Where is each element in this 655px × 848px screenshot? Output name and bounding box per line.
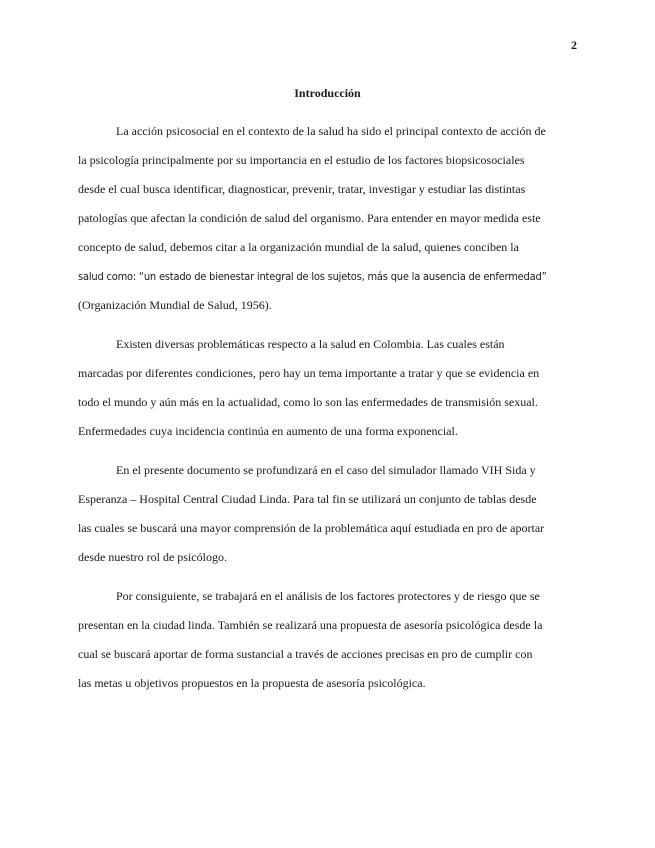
paragraph-line: cual se buscará aportar de forma sustancial a través de acciones precisas en pro de cumplir con xyxy=(78,647,533,661)
paragraph-line: La acción psicosocial en el contexto de la salud ha sido el principal contexto de acción de xyxy=(116,124,546,138)
paragraph-line: Enfermedades cuya incidencia continúa en aumento de una forma exponencial. xyxy=(78,424,458,438)
paragraph-line: presentan en la ciudad linda. También se realizará una propuesta de asesoría psicológica desde la xyxy=(78,618,543,632)
paragraph-line: las cuales se buscará una mayor comprensión de la problemática aquí estudiada en pro de aportar xyxy=(78,521,545,535)
paragraph-line: marcadas por diferentes condiciones, pero hay un tema importante a tratar y que se evidencia en xyxy=(78,366,540,380)
paragraph-line: todo el mundo y aún más en la actualidad, como lo son las enfermedades de transmisión sexual. xyxy=(78,395,538,409)
citation-line: (Organización Mundial de Salud, 1956). xyxy=(78,298,272,312)
section-title: Introducción xyxy=(294,86,361,100)
paragraph-line: concepto de salud, debemos citar a la organización mundial de la salud, quienes conciben la xyxy=(78,240,519,254)
paragraph-line: las metas u objetivos propuestos en la propuesta de asesoría psicológica. xyxy=(78,676,426,690)
paragraph-line: patologías que afectan la condición de salud del organismo. Para entender en mayor medida este xyxy=(78,211,541,225)
document-body xyxy=(78,117,580,708)
paragraph-2 xyxy=(78,330,580,446)
quote-line: salud como: “un estado de bienestar integral de los sujetos, más que la ausencia de enfermedad” xyxy=(78,270,547,283)
paragraph-line: Por consiguiente, se trabajará en el análisis de los factores protectores y de riesgo que se xyxy=(116,589,540,603)
paragraph-1 xyxy=(78,117,580,320)
paragraph-line: desde nuestro rol de psicólogo. xyxy=(78,550,227,564)
paragraph-line: En el presente documento se profundizará en el caso del simulador llamado VIH Sida y xyxy=(116,463,536,477)
paragraph-line: Esperanza – Hospital Central Ciudad Linda. Para tal fin se utilizará un conjunto de tablas desde xyxy=(78,492,537,506)
paragraph-3 xyxy=(78,456,580,572)
paragraph-line: Existen diversas problemáticas respecto a la salud en Colombia. Las cuales están xyxy=(116,337,505,351)
page-number: 2 xyxy=(571,38,577,52)
paragraph-line: la psicología principalmente por su importancia en el estudio de los factores biopsicosociales xyxy=(78,153,525,167)
paragraph-line: desde el cual busca identificar, diagnosticar, prevenir, tratar, investigar y estudiar las distintas xyxy=(78,182,526,196)
paragraph-4 xyxy=(78,582,580,698)
